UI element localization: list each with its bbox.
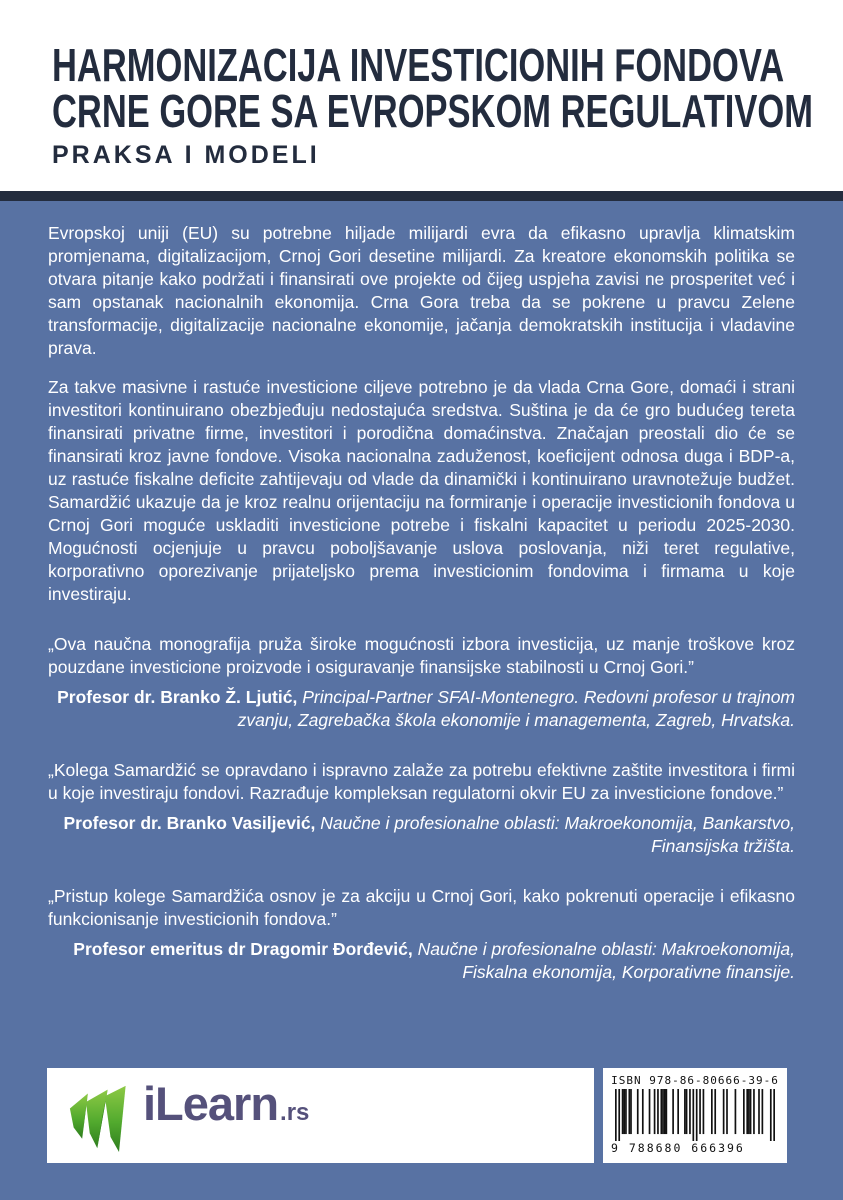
book-title [52, 39, 813, 137]
quote-text: „Kolega Samardžić se opravdano i ispravno zalaže za potrebu efektivne zaštite investitora i firmi u koje investiraju fondovi. Razrađuje kompleksan regulatorni okvir EU za investicione fondove.” [48, 760, 795, 803]
isbn-label: ISBN 978-86-80666-39-6 [611, 1074, 779, 1087]
title-line-1: HARMONIZACIJA INVESTICIONIH FONDOVA [52, 39, 785, 91]
quote-block-2 [48, 759, 795, 858]
publisher-logo-box [47, 1068, 594, 1163]
intro-paragraph-2: Za takve masivne i rastuće investicione ciljeve potrebno je da vlada Crna Gore, domaći i strani investitori kontinuirano obezbjeđuju nedostajuća sredstva. Suština je da će gro budućeg tereta finansirati privatne firme, investitori i porodična domaćinstva. Značajan preostali dio će se finansirati kroz javne fondove. Visoka nacionalna zaduženost, koeficijent odnosa duga i BDP-a, uz rastuće fiskalne deficite zahtijevaju od vlade da dinamički i kontinuirano uravnotežuje budžet. Samardžić ukazuje da je kroz realnu orijentaciju na formiranje i operacije investicionih fondova u Crnoj Gori moguće uskladiti investicione potrebe i fiskalni kapacitet u periodu 2025-2030. Mogućnosti ocjenjuje u pravcu poboljšavanje uslova poslovanja, niži teret regulative, korporativno oporezivanje prijateljsko prema investicionim fondovima i firmama u koje investiraju. [48, 377, 795, 604]
isbn-box [603, 1068, 787, 1163]
title-band [0, 0, 843, 191]
barcode-icon [615, 1089, 775, 1141]
bottom-row [47, 1068, 787, 1163]
quote-attribution [48, 686, 795, 732]
attribution-name: Profesor dr. Branko Vasiljević, [63, 813, 316, 833]
attribution-name: Profesor dr. Branko Ž. Ljutić, [57, 687, 298, 707]
divider-rule [0, 191, 843, 201]
w-leaves-icon [65, 1084, 139, 1152]
isbn-digits: 9 788680 666396 [611, 1141, 745, 1155]
cover-body [0, 201, 843, 1200]
quote-attribution [48, 812, 795, 858]
publisher-logo-text: iLearn [143, 1076, 279, 1130]
quote-text: „Pristup kolege Samardžića osnov je za akciju u Crnoj Gori, kako pokrenuti operacije i efikasno funkcionisanje investicionih fondova.” [48, 886, 795, 929]
quote-text: „Ova naučna monografija pruža široke mogućnosti izbora investicija, uz manje troškove kroz pouzdane investicione proizvode i osiguravanje finansijske stabilnosti u Crnoj Gori.” [48, 634, 795, 677]
quote-block-1 [48, 633, 795, 732]
quote-block-3 [48, 885, 795, 984]
intro-paragraph-1: Evropskoj uniji (EU) su potrebne hiljade milijardi evra da efikasno upravlja klimatskim promjenama, digitalizacijom, Crnoj Gori desetine milijardi. Za kreatore ekonomskih politika se otvara pitanje kako podržati i finansirati ove projekte od čijeg uspjeha zavisi ne prosperitet već i sam opstanak nacionalnih ekonomija. Crna Gora treba da se pokrene u pravcu Zelene transformacije, digitalizacije nacionalne ekonomije, jačanja demokratskih institucija i vladavine prava. [48, 223, 795, 358]
book-subtitle: PRAKSA I MODELI [52, 141, 320, 169]
attribution-name: Profesor emeritus dr Dragomir Đorđević, [73, 939, 413, 959]
attribution-role: Naučne i profesionalne oblasti: Makroekonomija, Fiskalna ekonomija, Korporativne finansije. [417, 939, 795, 982]
title-line-2: CRNE GORE SA EVROPSKOM REGULATIVOM [52, 85, 813, 137]
publisher-logo [65, 1076, 310, 1152]
attribution-role: Naučne i profesionalne oblasti: Makroekonomija, Bankarstvo, Finansijska tržišta. [320, 813, 795, 856]
publisher-logo-suffix: .rs [280, 1098, 310, 1126]
quote-attribution [48, 938, 795, 984]
attribution-role: Principal-Partner SFAI-Montenegro. Redovni profesor u trajnom zvanju, Zagrebačka škola ekonomije i managementa, Zagreb, Hrvatska. [237, 687, 795, 730]
